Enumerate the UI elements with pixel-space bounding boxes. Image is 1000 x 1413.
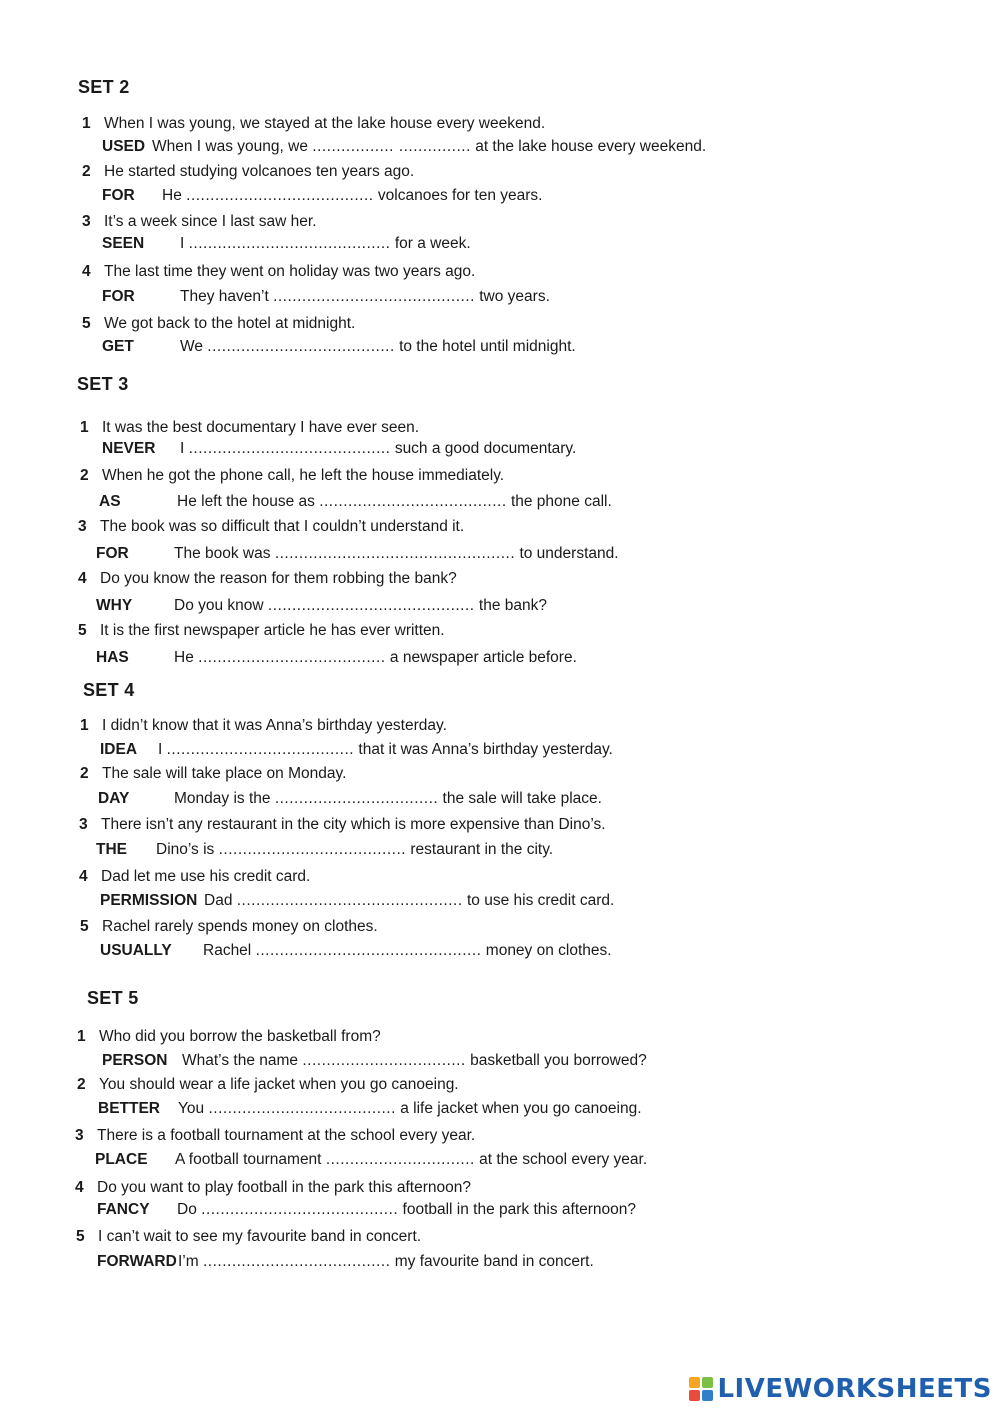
prompt-after: two years.	[479, 288, 550, 305]
item-number: 5	[76, 1228, 85, 1245]
rewrite-line	[102, 1051, 647, 1071]
prompt-after: a newspaper article before.	[389, 649, 577, 666]
prompt-before: Dad	[204, 892, 233, 909]
answer-blank[interactable]: ..................................................	[274, 545, 516, 562]
keyword: NEVER	[102, 440, 156, 457]
answer-blank[interactable]: ...............................................	[255, 942, 482, 959]
prompt-after: volcanoes for ten years.	[377, 187, 543, 204]
rewrite-line	[100, 941, 612, 961]
prompt-after: the phone call.	[510, 493, 612, 510]
sentence-text: I can’t wait to see my favourite band in concert.	[98, 1228, 422, 1245]
prompt-after: at the school every year.	[479, 1151, 648, 1168]
original-sentence	[80, 716, 447, 736]
original-sentence	[82, 314, 355, 334]
original-sentence	[75, 1178, 471, 1198]
sentence-text: He started studying volcanoes ten years ago.	[104, 163, 415, 180]
sentence-text: You should wear a life jacket when you go canoeing.	[99, 1076, 459, 1093]
keyword: FANCY	[97, 1201, 150, 1218]
prompt-after: money on clothes.	[485, 942, 612, 959]
prompt-after: a life jacket when you go canoeing.	[400, 1100, 642, 1117]
original-sentence	[80, 466, 504, 486]
rewrite-line	[97, 1252, 594, 1272]
sentence-text: There is a football tournament at the school every year.	[97, 1127, 476, 1144]
prompt-before: Do	[177, 1201, 197, 1218]
item-number: 4	[79, 868, 88, 885]
item-number: 4	[78, 570, 87, 587]
item-number: 5	[80, 918, 89, 935]
logo-square-icon	[702, 1377, 713, 1388]
rewrite-line	[98, 1099, 642, 1119]
sentence-text: Dad let me use his credit card.	[101, 868, 311, 885]
item-number: 1	[80, 419, 89, 436]
logo-square-icon	[689, 1377, 700, 1388]
keyword: AS	[99, 493, 121, 510]
prompt-after: the bank?	[478, 597, 548, 614]
prompt-before: You	[178, 1100, 205, 1117]
prompt-before: I’m	[178, 1253, 199, 1270]
prompt-before: He left the house as	[177, 493, 315, 510]
original-sentence	[79, 815, 606, 835]
keyword: FORWARD	[97, 1253, 177, 1270]
sentence-text: I didn’t know that it was Anna’s birthday yesterday.	[102, 717, 447, 734]
original-sentence	[80, 764, 346, 784]
original-sentence	[78, 517, 464, 537]
prompt-after: basketball you borrowed?	[470, 1052, 647, 1069]
original-sentence	[78, 621, 445, 641]
item-number: 3	[79, 816, 88, 833]
prompt-before: He	[174, 649, 194, 666]
item-number: 4	[82, 263, 91, 280]
rewrite-line	[96, 840, 553, 860]
rewrite-line	[97, 1200, 636, 1220]
prompt-before: Rachel	[203, 942, 252, 959]
original-sentence	[75, 1126, 475, 1146]
original-sentence	[76, 1227, 421, 1247]
original-sentence	[82, 262, 475, 282]
keyword: FOR	[102, 187, 135, 204]
answer-blank[interactable]: .......................................	[319, 493, 507, 510]
prompt-before: What’s the name	[182, 1052, 299, 1069]
prompt-after: the sale will take place.	[442, 790, 602, 807]
sentence-text: It’s a week since I last saw her.	[104, 213, 317, 230]
item-number: 3	[75, 1127, 84, 1144]
prompt-before: I	[180, 235, 185, 252]
sentence-text: The book was so difficult that I couldn’t understand it.	[100, 518, 465, 535]
item-number: 2	[82, 163, 91, 180]
prompt-after: such a good documentary.	[394, 440, 577, 457]
item-number: 2	[80, 467, 89, 484]
keyword: PERSON	[102, 1052, 168, 1069]
liveworksheets-logo-icon	[689, 1377, 713, 1401]
liveworksheets-logo	[689, 1371, 992, 1407]
liveworksheets-wordmark: LIVEWORKSHEETS	[717, 1374, 992, 1404]
answer-blank[interactable]: ................. ...............	[312, 138, 471, 155]
original-sentence	[78, 569, 457, 589]
prompt-before: Do you know	[174, 597, 264, 614]
prompt-after: to understand.	[519, 545, 619, 562]
original-sentence	[82, 162, 414, 182]
rewrite-line	[96, 596, 547, 616]
prompt-before: He	[162, 187, 182, 204]
answer-blank[interactable]: .......................................	[207, 338, 395, 355]
original-sentence	[77, 1027, 381, 1047]
keyword: PERMISSION	[100, 892, 198, 909]
prompt-before: They haven’t	[180, 288, 269, 305]
answer-blank[interactable]: ...............................	[325, 1151, 475, 1168]
prompt-before: I	[180, 440, 185, 457]
original-sentence	[77, 1075, 459, 1095]
prompt-after: to use his credit card.	[466, 892, 615, 909]
keyword: HAS	[96, 649, 129, 666]
prompt-after: that it was Anna’s birthday yesterday.	[358, 741, 613, 758]
prompt-after: restaurant in the city.	[410, 841, 554, 858]
sentence-text: There isn’t any restaurant in the city which is more expensive than Dino’s.	[101, 816, 606, 833]
keyword: BETTER	[98, 1100, 160, 1117]
original-sentence	[82, 114, 545, 134]
prompt-after: at the lake house every weekend.	[475, 138, 707, 155]
keyword: WHY	[96, 597, 133, 614]
keyword: PLACE	[95, 1151, 148, 1168]
original-sentence	[82, 212, 317, 232]
prompt-before: I	[158, 741, 163, 758]
answer-blank[interactable]: ...........................................	[267, 597, 475, 614]
rewrite-line	[98, 789, 602, 809]
answer-blank[interactable]: ..........................................	[273, 288, 475, 305]
rewrite-line	[95, 1150, 647, 1170]
answer-blank[interactable]: .......................................	[198, 649, 386, 666]
item-number: 1	[77, 1028, 86, 1045]
answer-blank[interactable]: .......................................	[208, 1100, 396, 1117]
set-title: SET 4	[83, 680, 135, 700]
sentence-text: Do you know the reason for them robbing the bank?	[100, 570, 457, 587]
item-number: 2	[77, 1076, 86, 1093]
rewrite-line	[102, 234, 471, 254]
answer-blank[interactable]: .......................................	[218, 841, 407, 858]
prompt-before: Dino’s is	[156, 841, 215, 858]
keyword: USED	[102, 138, 146, 155]
prompt-before: Monday is the	[174, 790, 271, 807]
answer-blank[interactable]: ..........................................	[188, 440, 391, 457]
sentence-text: We got back to the hotel at midnight.	[104, 315, 356, 332]
sentence-text: When I was young, we stayed at the lake house every weekend.	[104, 115, 546, 132]
original-sentence	[79, 867, 310, 887]
keyword: GET	[102, 338, 134, 355]
sentence-text: Rachel rarely spends money on clothes.	[102, 918, 378, 935]
logo-square-icon	[702, 1390, 713, 1401]
sentence-text: When he got the phone call, he left the house immediately.	[102, 467, 505, 484]
answer-blank[interactable]: .........................................	[201, 1201, 399, 1218]
rewrite-line	[96, 648, 577, 668]
prompt-after: to the hotel until midnight.	[399, 338, 576, 355]
item-number: 5	[82, 315, 91, 332]
keyword: SEEN	[102, 235, 145, 252]
original-sentence	[80, 418, 419, 438]
prompt-after: for a week.	[394, 235, 471, 252]
rewrite-line	[99, 492, 612, 512]
keyword: USUALLY	[100, 942, 172, 959]
prompt-after: my favourite band in concert.	[394, 1253, 594, 1270]
prompt-before: When I was young, we	[152, 138, 308, 155]
set-title: SET 5	[87, 988, 139, 1008]
answer-blank[interactable]: .......................................	[202, 1253, 391, 1270]
rewrite-line	[102, 337, 576, 357]
sentence-text: It is the first newspaper article he has ever written.	[100, 622, 445, 639]
rewrite-line	[102, 186, 542, 206]
keyword: DAY	[98, 790, 130, 807]
prompt-before: We	[180, 338, 203, 355]
item-number: 3	[82, 213, 91, 230]
rewrite-line	[102, 137, 706, 157]
item-number: 3	[78, 518, 87, 535]
item-number: 5	[78, 622, 87, 639]
item-number: 1	[80, 717, 89, 734]
answer-blank[interactable]: .......................................	[186, 187, 374, 204]
prompt-after: football in the park this afternoon?	[402, 1201, 637, 1218]
set-title: SET 2	[78, 77, 130, 97]
sentence-text: Do you want to play football in the park this afternoon?	[97, 1179, 471, 1196]
sentence-text: Who did you borrow the basketball from?	[99, 1028, 381, 1045]
original-sentence	[80, 917, 378, 937]
set-title: SET 3	[77, 374, 129, 394]
logo-square-icon	[689, 1390, 700, 1401]
item-number: 4	[75, 1179, 84, 1196]
keyword: FOR	[96, 545, 129, 562]
rewrite-line	[102, 439, 576, 459]
item-number: 1	[82, 115, 91, 132]
rewrite-line	[96, 544, 619, 564]
keyword: FOR	[102, 288, 135, 305]
answer-blank[interactable]: ..........................................	[188, 235, 391, 252]
prompt-before: A football tournament	[175, 1151, 322, 1168]
item-number: 2	[80, 765, 89, 782]
answer-blank[interactable]: .......................................	[166, 741, 355, 758]
prompt-before: The book was	[174, 545, 271, 562]
rewrite-line	[102, 287, 550, 307]
keyword: IDEA	[100, 741, 138, 758]
sentence-text: It was the best documentary I have ever seen.	[102, 419, 420, 436]
sentence-text: The last time they went on holiday was two years ago.	[104, 263, 476, 280]
answer-blank[interactable]: ..................................	[274, 790, 439, 807]
rewrite-line	[100, 740, 613, 760]
answer-blank[interactable]: ..................................	[302, 1052, 466, 1069]
keyword: THE	[96, 841, 127, 858]
rewrite-line	[100, 891, 614, 911]
answer-blank[interactable]: ...............................................	[236, 892, 463, 909]
sentence-text: The sale will take place on Monday.	[102, 765, 347, 782]
